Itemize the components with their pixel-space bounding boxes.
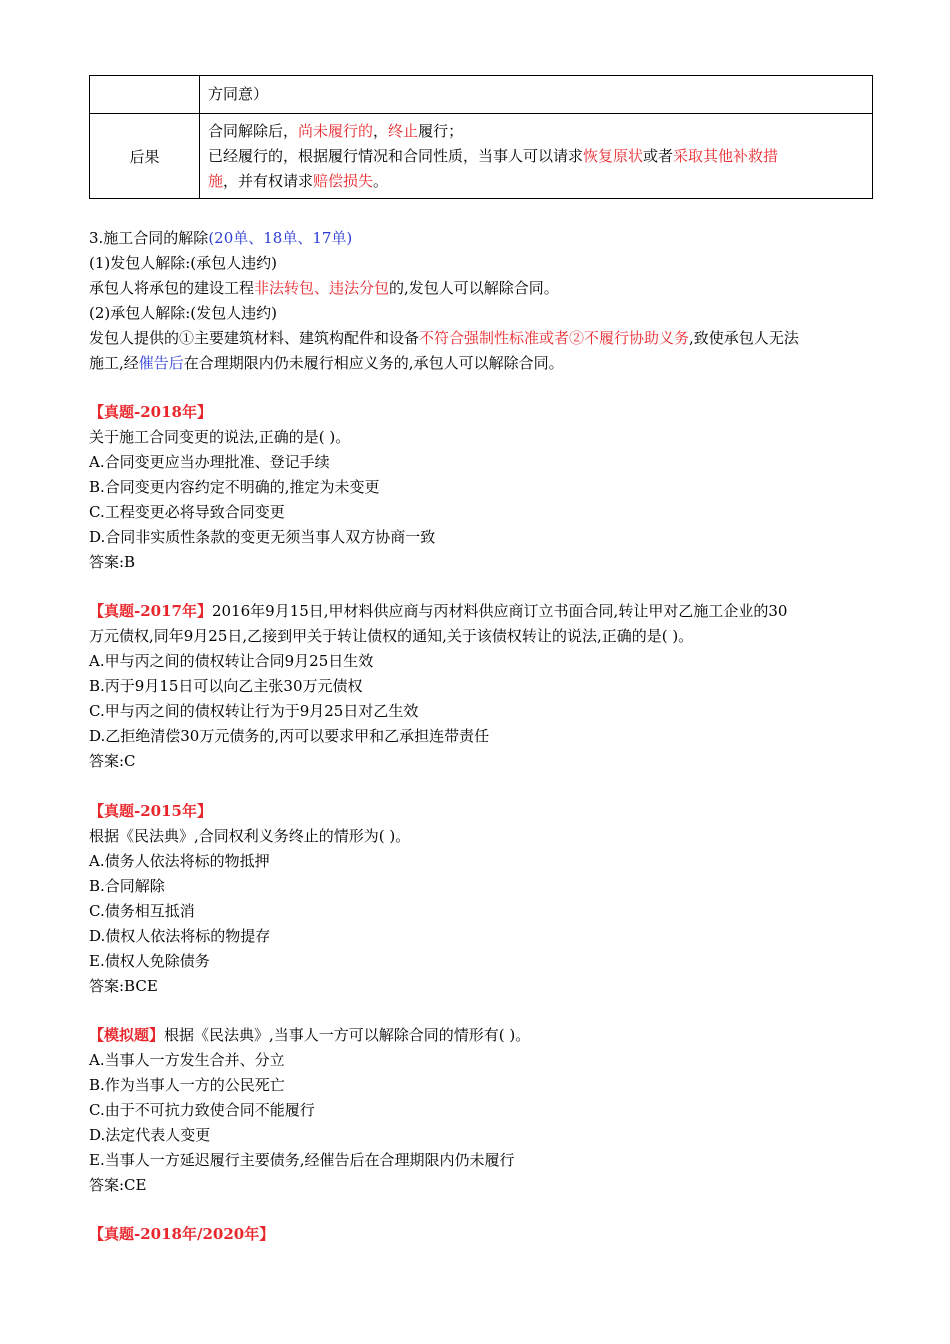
option: A.甲与丙之间的债权转让合同9月25日生效 bbox=[89, 652, 374, 670]
section-heading: 3.施工合同的解除(20单、18单、17单) bbox=[89, 229, 353, 247]
table-row bbox=[90, 114, 873, 199]
question-stem: 根据《民法典》,合同权利义务终止的情形为( )。 bbox=[89, 827, 411, 845]
question-tag: 【模拟题】 bbox=[89, 1026, 165, 1044]
table-row bbox=[90, 76, 873, 114]
option: D.合同非实质性条款的变更无须当事人双方协商一致 bbox=[89, 528, 436, 546]
option: E.当事人一方延迟履行主要债务,经催告后在合理期限内仍未履行 bbox=[89, 1151, 515, 1169]
question-stem: 关于施工合同变更的说法,正确的是( )。 bbox=[89, 428, 351, 446]
option: A.合同变更应当办理批准、登记手续 bbox=[89, 453, 330, 471]
consequence-line: 施，并有权请求赔偿损失。 bbox=[208, 171, 389, 190]
row-text-consequence bbox=[200, 114, 873, 199]
paragraph: 发包人提供的①主要建筑材料、建筑构配件和设备不符合强制性标准或者②不履行协助义务,致使承包人无法 bbox=[89, 329, 799, 347]
row-label bbox=[90, 76, 200, 114]
option: C.由于不可抗力致使合同不能履行 bbox=[89, 1101, 315, 1119]
subsection-title: (2)承包人解除:(发包人违约) bbox=[89, 304, 278, 322]
paragraph: 承包人将承包的建设工程非法转包、违法分包的,发包人可以解除合同。 bbox=[89, 279, 559, 297]
consequence-line: 已经履行的，根据履行情况和合同性质，当事人可以请求恢复原状或者采取其他补救措 bbox=[208, 146, 779, 165]
option: A.当事人一方发生合并、分立 bbox=[89, 1051, 285, 1069]
option: B.合同变更内容约定不明确的,推定为未变更 bbox=[89, 478, 380, 496]
subsection-title: (1)发包人解除:(承包人违约) bbox=[89, 254, 278, 272]
question-stem: 【模拟题】根据《民法典》,当事人一方可以解除合同的情形有( )。 bbox=[89, 1026, 531, 1044]
row-text: 方同意） bbox=[200, 76, 873, 114]
question-stem: 【真题-2017年】2016年9月15日,甲材料供应商与丙材料供应商订立书面合同,转让甲对乙施工企业的30 bbox=[89, 602, 788, 620]
consequence-line: 合同解除后，尚未履行的，终止履行； bbox=[208, 121, 464, 140]
option: A.债务人依法将标的物抵押 bbox=[89, 852, 270, 870]
termination-table bbox=[89, 75, 873, 199]
answer: 答案:CE bbox=[89, 1176, 147, 1194]
answer: 答案:C bbox=[89, 752, 136, 770]
option: B.合同解除 bbox=[89, 877, 165, 895]
option: B.丙于9月15日可以向乙主张30万元债权 bbox=[89, 677, 363, 695]
question-stem: 万元债权,同年9月25日,乙接到甲关于转让债权的通知,关于该债权转让的说法,正确的是( )。 bbox=[89, 627, 694, 645]
question-tag: 【真题-2017年】 bbox=[89, 602, 212, 620]
option: C.债务相互抵消 bbox=[89, 902, 195, 920]
option: B.作为当事人一方的公民死亡 bbox=[89, 1076, 285, 1094]
question-tag: 【真题-2015年】 bbox=[89, 802, 212, 820]
row-label-consequence: 后果 bbox=[90, 114, 200, 199]
answer: 答案:B bbox=[89, 553, 136, 571]
paragraph: 施工,经催告后在合理期限内仍未履行相应义务的,承包人可以解除合同。 bbox=[89, 354, 564, 372]
option: D.法定代表人变更 bbox=[89, 1126, 211, 1144]
option: C.甲与丙之间的债权转让行为于9月25日对乙生效 bbox=[89, 702, 419, 720]
option: E.债权人免除债务 bbox=[89, 952, 210, 970]
question-tag: 【真题-2018年/2020年】 bbox=[89, 1225, 275, 1243]
option: D.乙拒绝清偿30万元债务的,丙可以要求甲和乙承担连带责任 bbox=[89, 727, 490, 745]
answer: 答案:BCE bbox=[89, 977, 158, 995]
option: C.工程变更必将导致合同变更 bbox=[89, 503, 285, 521]
option: D.债权人依法将标的物提存 bbox=[89, 927, 271, 945]
question-tag: 【真题-2018年】 bbox=[89, 403, 212, 421]
